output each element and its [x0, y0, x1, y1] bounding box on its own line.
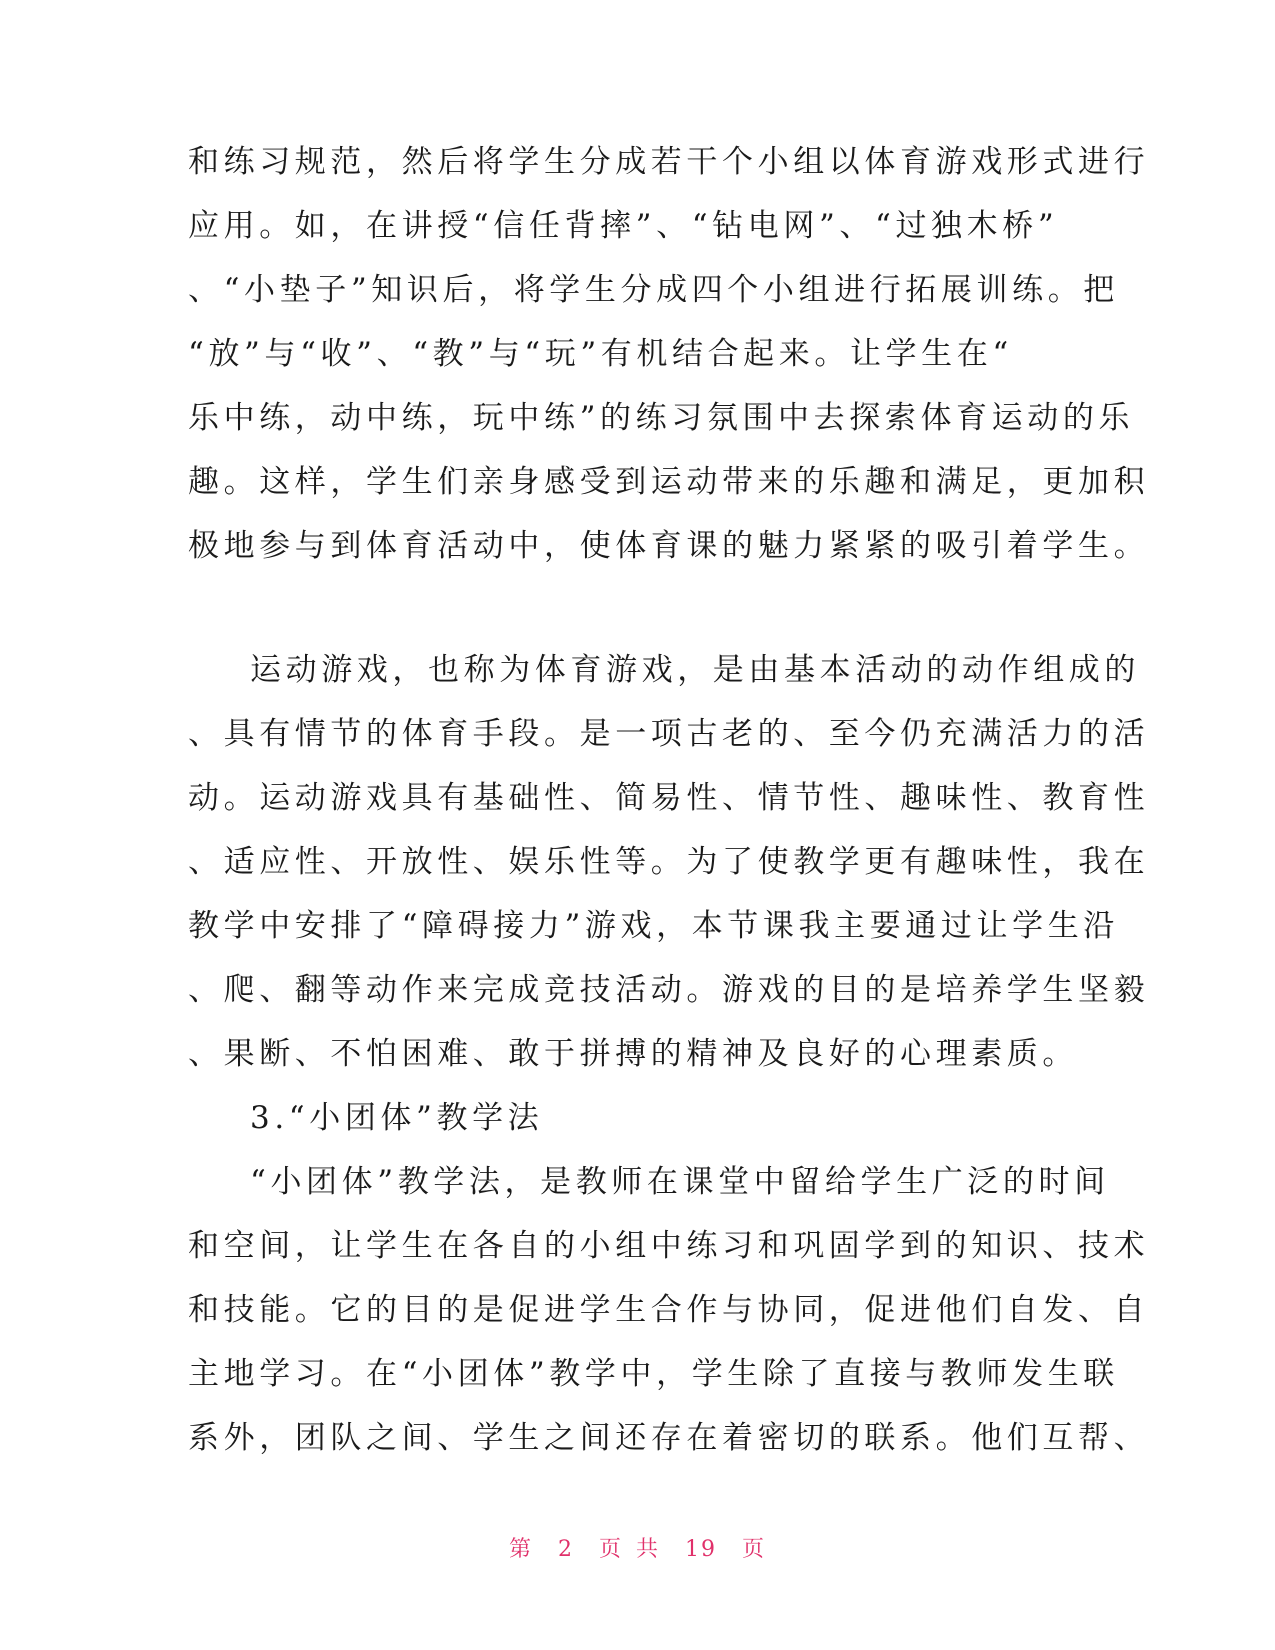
page-footer: [0, 1532, 1275, 1563]
text-line: 、果断、不怕困难、敢于拼搏的精神及良好的心理素质。: [188, 1036, 1078, 1072]
text-line: 和空间，让学生在各自的小组中练习和巩固学到的知识、技术: [188, 1228, 1150, 1264]
text-line: 动。运动游戏具有基础性、简易性、情节性、趣味性、教育性: [188, 780, 1150, 816]
text-line: 乐中练，动中练，玩中练”的练习氛围中去探索体育运动的乐: [188, 400, 1135, 436]
text-line: 应用。如，在讲授“信任背摔”、“钻电网”、“过独木桥”: [188, 208, 1059, 244]
text-line: 、具有情节的体育手段。是一项古老的、至今仍充满活力的活: [188, 716, 1150, 752]
text-line: 极地参与到体育活动中，使体育课的魅力紧紧的吸引着学生。: [188, 528, 1150, 564]
footer-suffix: 页: [742, 1537, 767, 1562]
text-line: “放”与“收”、“教”与“玩”有机结合起来。让学生在“: [188, 336, 1013, 372]
text-line: 、“小垫子”知识后，将学生分成四个小组进行拓展训练。把: [188, 272, 1119, 308]
total-pages-number: 19: [685, 1537, 717, 1562]
text-line: 运动游戏，也称为体育游戏，是由基本活动的动作组成的: [250, 652, 1140, 688]
text-line: 主地学习。在“小团体”教学中，学生除了直接与教师发生联: [188, 1356, 1119, 1392]
current-page-number: 2: [558, 1537, 574, 1562]
text-line: “小团体”教学法，是教师在课堂中留给学生广泛的时间: [250, 1164, 1110, 1200]
text-line: 教学中安排了“障碍接力”游戏，本节课我主要通过让学生沿: [188, 908, 1119, 944]
footer-middle: 页 共: [599, 1537, 660, 1562]
text-line: 和练习规范，然后将学生分成若干个小组以体育游戏形式进行: [188, 144, 1150, 180]
footer-prefix: 第: [508, 1537, 533, 1562]
text-line: 、适应性、开放性、娱乐性等。为了使教学更有趣味性，我在: [188, 844, 1150, 880]
text-line: 和技能。它的目的是促进学生合作与协同，促进他们自发、自: [188, 1292, 1150, 1328]
text-line: 、爬、翻等动作来完成竞技活动。游戏的目的是培养学生坚毅: [188, 972, 1150, 1008]
section-heading: 3.“小团体”教学法: [250, 1100, 544, 1136]
text-line: 系外，团队之间、学生之间还存在着密切的联系。他们互帮、: [188, 1420, 1150, 1456]
text-line: 趣。这样，学生们亲身感受到运动带来的乐趣和满足，更加积: [188, 464, 1150, 500]
